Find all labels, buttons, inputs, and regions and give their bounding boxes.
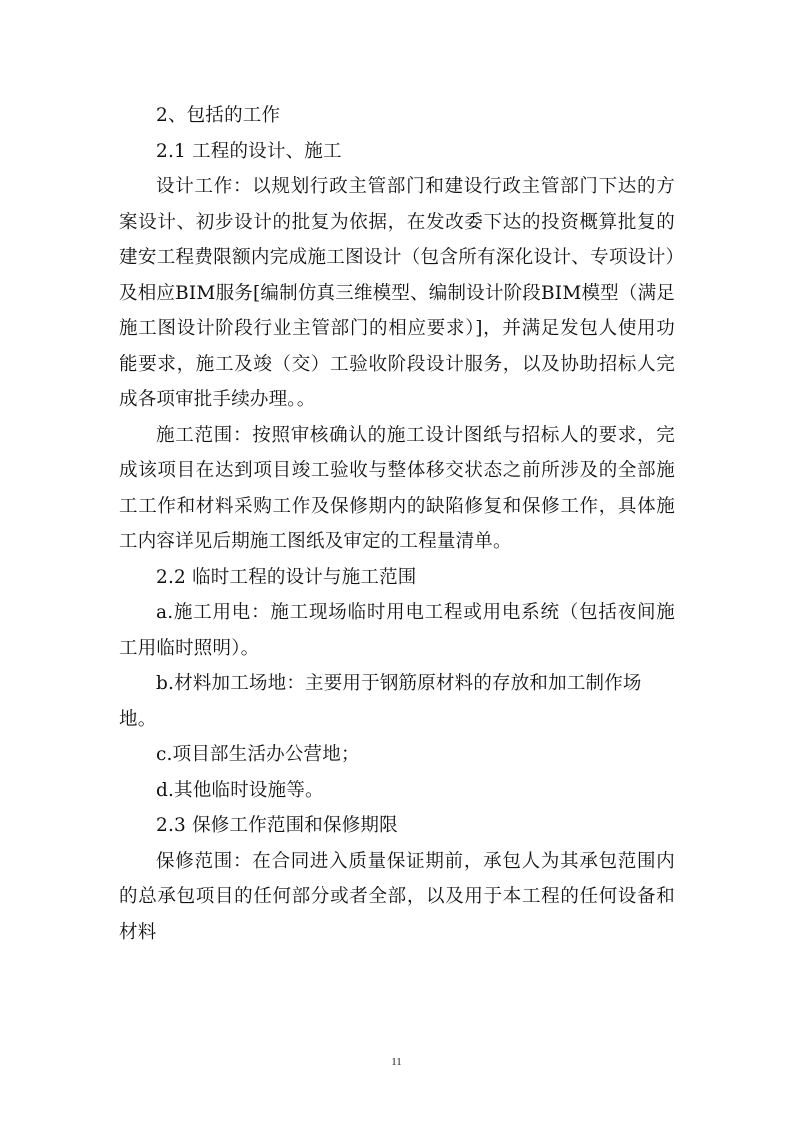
- paragraph-construction-scope: 施工范围：按照审核确认的施工设计图纸与招标人的要求，完成该项目在达到项目竣工验收与整体移交状态之前所涉及的全部施工工作和材料采购工作及保修期内的缺陷修复和保修工作，具体施工内容详见后期施工图纸及审定的工程量清单。: [119, 424, 675, 552]
- subsection-heading-2-3: 2.3 保修工作范围和保修期限: [156, 815, 398, 836]
- paragraph-design-work: 设计工作：以规划行政主管部门和建设行政主管部门下达的方案设计、初步设计的批复为依据，在发改委下达的投资概算批复的建安工程费限额内完成施工图设计（包含所有深化设计、专项设计）及相应BIM服务[编制仿真三维模型、编制设计阶段BIM模型（满足施工图设计阶段行业主管部门的相应要求）]，并满足发包人使用功能要求，施工及竣（交）工验收阶段设计服务，以及协助招标人完成各项审批手续办理。。: [119, 176, 675, 410]
- subsection-heading-2-1: 2.1 工程的设计、施工: [156, 140, 342, 162]
- list-item-c: c.项目部生活办公营地；: [156, 744, 360, 765]
- page-number: 11: [391, 1056, 402, 1068]
- document-body: [119, 98, 675, 950]
- list-item-d: d.其他临时设施等。: [156, 779, 324, 801]
- section-heading-2: 2、包括的工作: [156, 105, 281, 126]
- paragraph-warranty-scope: 保修范围：在合同进入质量保证期前，承包人为其承包范围内的总承包项目的任何部分或者全部，以及用于本工程的任何设备和材料: [119, 850, 675, 943]
- subsection-heading-2-2: 2.2 临时工程的设计与施工范围: [156, 566, 417, 588]
- list-item-b: b.材料加工场地：主要用于钢筋原材料的存放和加工制作场地。: [119, 673, 642, 730]
- list-item-a: a.施工用电：施工现场临时用电工程或用电系统（包括夜间施工用临时照明）。: [119, 602, 675, 659]
